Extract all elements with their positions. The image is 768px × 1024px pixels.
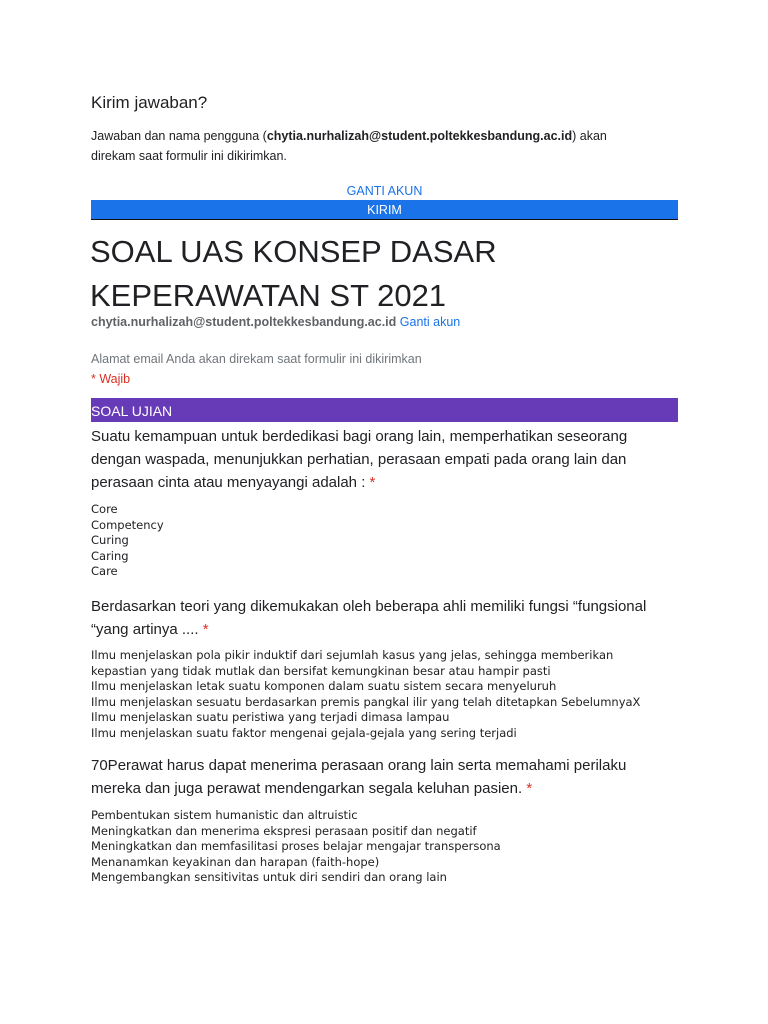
submit-button[interactable]: KIRIM (91, 200, 678, 220)
question-2-text (91, 595, 661, 641)
switch-account-button[interactable]: GANTI AKUN (346, 184, 423, 198)
question-3-text (91, 754, 671, 800)
question-text: Berdasarkan teori yang dikemukakan oleh beberapa ahli memiliki fungsi “fungsional “yang artinya .... (91, 598, 647, 638)
option-item[interactable]: Caring (91, 548, 129, 563)
option-item[interactable]: Core (91, 502, 118, 516)
required-mark: * (526, 780, 533, 797)
submit-description (91, 126, 651, 166)
option-item[interactable]: kepastian yang tidak mutlak dan bersifat kemungkinan besar atau hampir pasti (91, 663, 551, 678)
submit-desc-suffix: ) akan direkam saat formulir ini dikirimkan. (91, 129, 607, 163)
question-1-options (91, 502, 691, 580)
option-item[interactable]: Ilmu menjelaskan suatu peristiwa yang terjadi dimasa lampau (91, 710, 450, 724)
question-text: Suatu kemampuan untuk berdedikasi bagi orang lain, memperhatikan seseorang dengan waspada, menunjukkan perhatian, perasaan empati pada orang lain dan perasaan cinta atau menyayangi adalah : (91, 428, 628, 491)
question-1-text (91, 425, 671, 494)
option-item[interactable]: Meningkatkan dan memfasilitasi proses belajar mengajar transpersona (91, 839, 501, 853)
account-line (91, 315, 460, 329)
question-3-options (91, 808, 691, 886)
required-note: * Wajib (91, 372, 131, 386)
option-item[interactable]: Ilmu menjelaskan letak suatu komponen dalam suatu sistem secara menyeluruh (91, 679, 557, 693)
question-text: 70Perawat harus dapat menerima perasaan orang lain serta memahami perilaku mereka dan juga perawat mendengarkan segala keluhan pasien. (91, 757, 627, 797)
option-item[interactable]: Curing (91, 533, 129, 547)
option-item[interactable]: Pembentukan sistem humanistic dan altruistic (91, 808, 358, 822)
option-item[interactable]: Ilmu menjelaskan pola pikir induktif dari sejumlah kasus yang jelas, sehingga memberikan (91, 648, 614, 662)
change-account-link[interactable]: Ganti akun (399, 315, 461, 329)
submit-dialog-title: Kirim jawaban? (91, 93, 208, 112)
option-item[interactable]: Ilmu menjelaskan sesuatu berdasarkan premis pangkal ilir yang telah ditetapkan SebelumnyaX (91, 694, 641, 709)
option-item[interactable]: Menanamkan keyakinan dan harapan (faith-hope) (91, 854, 380, 869)
option-item[interactable]: Mengembangkan sensitivitas untuk diri sendiri dan orang lain (91, 870, 447, 884)
section-header: SOAL UJIAN (91, 398, 678, 422)
required-mark: * (202, 621, 209, 638)
submit-desc-prefix: Jawaban dan nama pengguna ( (91, 129, 267, 143)
option-item[interactable]: Meningkatkan dan menerima ekspresi perasaan positif dan negatif (91, 823, 477, 838)
account-email: chytia.nurhalizah@student.poltekkesbandung.ac.id (91, 315, 397, 329)
question-2-options (91, 648, 691, 741)
submit-desc-email: chytia.nurhalizah@student.poltekkesbandung.ac.id (266, 129, 573, 143)
option-item[interactable]: Care (91, 564, 118, 578)
form-title: SOAL UAS KONSEP DASAR KEPERAWATAN ST 2021 (90, 234, 497, 313)
option-item[interactable]: Competency (91, 517, 164, 532)
required-mark: * (369, 474, 376, 491)
email-record-note: Alamat email Anda akan direkam saat formulir ini dikirimkan (91, 352, 422, 366)
option-item[interactable]: Ilmu menjelaskan suatu faktor mengenai gejala-gejala yang sering terjadi (91, 725, 517, 740)
